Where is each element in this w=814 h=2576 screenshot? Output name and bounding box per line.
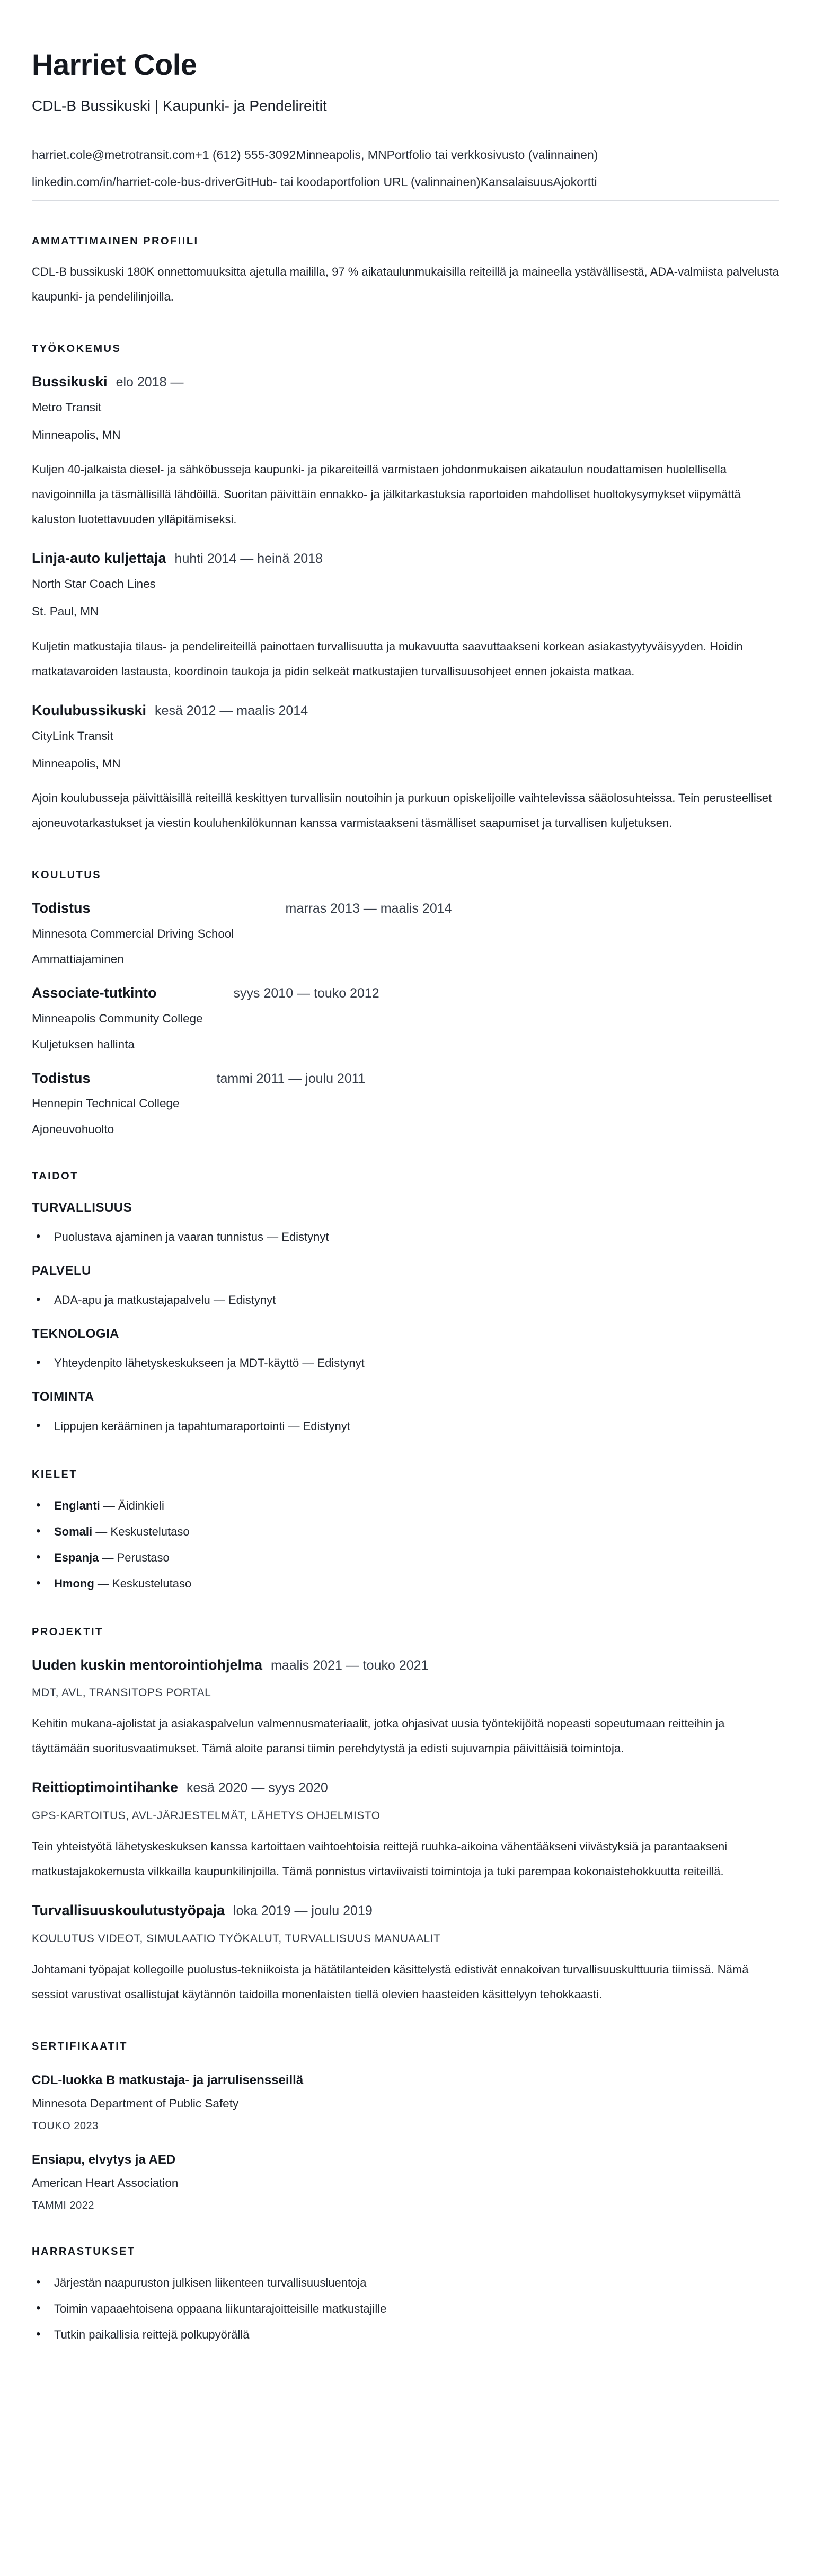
education-title-row (32, 1070, 779, 1088)
hobby-list (32, 2274, 779, 2343)
section-skills (32, 1170, 779, 1435)
project-tech: MDT, AVL, TRANSITOPS PORTAL (32, 1687, 211, 1699)
job-description: Ajoin koulubusseja päivittäisillä reiteillä keskittyen turvallisiin noutoihin ja purkuun opiskelijoille vaihtelevissa sääolosuhteissa. Tein perusteelliset ajoneuvotarkastukset ja viestin kouluhenkilökunnan kanssa varmistaakseni täsmälliset saapumiset ja turvallisen kuljetuksen. (32, 791, 772, 830)
section-certifications (32, 2041, 779, 2212)
certification-date: TOUKO 2023 (32, 2120, 99, 2132)
job-date: elo 2018 — (116, 374, 184, 390)
contact-line-1: harriet.cole@metrotransit.com+1 (612) 555-3092Minneapolis, MNPortfolio tai verkkosivusto (valinnainen) (32, 147, 598, 162)
skill-group (32, 1201, 779, 1246)
project-date: kesä 2020 — syys 2020 (187, 1780, 328, 1796)
language-separator: — (95, 1524, 108, 1538)
job-title-row (32, 702, 779, 720)
language-item (32, 1497, 779, 1514)
skill-group-name: PALVELU (32, 1263, 91, 1278)
project-description: Johtamani työpajat kollegoille puolustus-tekniikoista ja hätätilanteiden käsittelystä edistivät ennakoivan turvallisuuskulttuuria tiimissä. Nämä sessiot varustivat osallistujat käytännön taidoilla monenlaisten tiellä olevien haasteiden käsittelyyn tehokkaasti. (32, 1962, 749, 2001)
education-date: marras 2013 — maalis 2014 (285, 901, 452, 916)
section-languages (32, 1469, 779, 1592)
project-title: Uuden kuskin mentorointiohjelma (32, 1656, 263, 1673)
language-level: Keskustelutaso (110, 1524, 190, 1538)
project-date: loka 2019 — joulu 2019 (233, 1903, 373, 1919)
job-title: Linja-auto kuljettaja (32, 550, 166, 567)
project-description: Tein yhteistyötä lähetyskeskuksen kanssa kartoittaen vaihtoehtoisia reittejä ruuhka-aikoina vähentääkseni viivästyksiä ja parantaakseni matkustajakokemusta vilkkailla kaupunkilinjoilla. Tämä ponnistus virtaviivaisti toimintoja ja tuki parempaa kokonaistehokkuutta reiteillä. (32, 1840, 728, 1878)
project-title: Turvallisuuskoulutustyöpaja (32, 1902, 225, 1919)
section-experience (32, 343, 779, 836)
job-date: huhti 2014 — heinä 2018 (174, 551, 323, 567)
skill-list (32, 1228, 779, 1246)
job-date: kesä 2012 — maalis 2014 (155, 703, 308, 718)
job-title-row (32, 373, 779, 391)
education-school: Hennepin Technical College (32, 1097, 180, 1110)
person-title: CDL-B Bussikuski | Kaupunki- ja Pendelireitit (32, 98, 327, 114)
job-description: Kuljen 40-jalkaista diesel- ja sähköbusseja kaupunki- ja pikareiteillä varmistaen johdonmukaisen aikataulun noudattamisen huolellisella navigoinnilla ja täsmällisillä lähdöillä. Suoritan päivittäin ennakko- ja jälkitarkastuksia raportoiden mahdolliset huoltokysymykset viipymättä kaluston luotettavuuden ylläpitämiseksi. (32, 463, 741, 526)
skill-list (32, 1291, 779, 1309)
person-name: Harriet Cole (32, 48, 197, 81)
section-education (32, 869, 779, 1136)
languages-heading: KIELET (32, 1468, 78, 1480)
section-hobbies (32, 2246, 779, 2343)
skills-heading: TAIDOT (32, 1170, 78, 1182)
education-date: tammi 2011 — joulu 2011 (216, 1071, 366, 1086)
job-company: Metro Transit (32, 400, 102, 414)
education-entry (32, 1070, 779, 1136)
language-separator: — (97, 1576, 109, 1590)
skill-group-name: TURVALLISUUS (32, 1200, 132, 1215)
job-company: CityLink Transit (32, 729, 113, 743)
certification-date: TAMMI 2022 (32, 2200, 94, 2212)
education-field: Ammattiajaminen (32, 952, 124, 966)
project-tech: KOULUTUS VIDEOT, SIMULAATIO TYÖKALUT, TURVALLISUUS MANUAALIT (32, 1932, 441, 1945)
skill-list (32, 1417, 779, 1435)
job-title: Koulubussikuski (32, 702, 147, 718)
education-entry (32, 984, 779, 1051)
language-name: Englanti (54, 1498, 100, 1512)
hobbies-heading: HARRASTUKSET (32, 2246, 136, 2258)
job-description: Kuljetin matkustajia tilaus- ja pendelireiteillä painottaen turvallisuutta ja mukavuutta saavuttaakseni korkean asiakastyytyväisyyden. Hoidin matkatavaroiden lastausta, koordinoin taukoja ja pidin selkeät matkustajien turvallisuusohjeet ennen jokaista matkaa. (32, 639, 743, 678)
education-school: Minnesota Commercial Driving School (32, 927, 234, 941)
education-title-row (32, 984, 779, 1002)
resume-header (32, 48, 779, 201)
projects-heading: PROJEKTIT (32, 1626, 103, 1638)
hobby-item: • Toimin vapaaehtoisena oppaana liikuntarajoitteisille matkustajille (32, 2300, 779, 2317)
education-school: Minneapolis Community College (32, 1012, 203, 1026)
hobby-item: • Tutkin paikallisia reittejä polkupyörällä (32, 2326, 779, 2343)
project-entry (32, 1779, 779, 1884)
education-title-row (32, 899, 779, 918)
language-item (32, 1523, 779, 1540)
header-divider (32, 200, 779, 201)
contact-line-2: linkedin.com/in/harriet-cole-bus-driverGitHub- tai koodaportfolion URL (valinnainen)KansalaisuusAjokortti (32, 175, 597, 189)
language-list (32, 1497, 779, 1592)
job-entry (32, 373, 779, 532)
hobby-item: • Järjestän naapuruston julkisen liikenteen turvallisuusluentoja (32, 2274, 779, 2291)
skill-group-name: TOIMINTA (32, 1389, 94, 1404)
education-degree: Todistus (32, 900, 91, 916)
certification-entry (32, 2072, 779, 2132)
language-name: Hmong (54, 1576, 94, 1590)
language-item (32, 1549, 779, 1566)
project-date: maalis 2021 — touko 2021 (271, 1657, 429, 1673)
certification-org: Minnesota Department of Public Safety (32, 2097, 239, 2111)
certification-org: American Heart Association (32, 2176, 179, 2190)
language-separator: — (102, 1550, 114, 1564)
certification-title: CDL-luokka B matkustaja- ja jarrulisensseillä (32, 2072, 304, 2087)
skill-item: • Yhteydenpito lähetyskeskukseen ja MDT-käyttö — Edistynyt (32, 1354, 779, 1372)
education-degree: Associate-tutkinto (32, 985, 157, 1001)
skill-item: • Lippujen kerääminen ja tapahtumaraportointi — Edistynyt (32, 1417, 779, 1435)
certification-title: Ensiapu, elvytys ja AED (32, 2152, 176, 2167)
language-item (32, 1575, 779, 1592)
education-degree: Todistus (32, 1070, 91, 1086)
language-level: Äidinkieli (118, 1498, 164, 1512)
skill-group-name: TEKNOLOGIA (32, 1326, 119, 1341)
education-heading: KOULUTUS (32, 869, 102, 881)
skill-list (32, 1354, 779, 1372)
skill-group (32, 1264, 779, 1309)
certifications-heading: SERTIFIKAATIT (32, 2040, 128, 2052)
education-field: Ajoneuvohuolto (32, 1122, 114, 1136)
language-separator: — (103, 1498, 115, 1512)
skill-group (32, 1390, 779, 1435)
skill-item: • ADA-apu ja matkustajapalvelu — Edistynyt (32, 1291, 779, 1309)
project-entry (32, 1656, 779, 1761)
skill-item: • Puolustava ajaminen ja vaaran tunnistus — Edistynyt (32, 1228, 779, 1246)
project-title-row (32, 1779, 779, 1797)
job-entry (32, 550, 779, 684)
project-description: Kehitin mukana-ajolistat ja asiakaspalvelun valmennusmateriaalit, jotka ohjasivat uusia työntekijöitä nopeasti sopeutumaan reitteihin ja täyttämään suoritusvaatimukset. Tämä aloite paransi tiimin perehdytystä ja edisti sujuvampia päivittäisiä toimintoja. (32, 1717, 725, 1755)
profile-text: CDL-B bussikuski 180K onnettomuuksitta ajetulla maililla, 97 % aikataulunmukaisilla reiteillä ja maineella ystävällisestä, ADA-valmiista palvelusta kaupunki- ja pendelilinjoilla. (32, 264, 779, 303)
education-date: syys 2010 — touko 2012 (233, 986, 379, 1001)
certification-entry (32, 2151, 779, 2212)
project-tech: GPS-KARTOITUS, AVL-JÄRJESTELMÄT, LÄHETYS OHJELMISTO (32, 1810, 381, 1822)
job-title: Bussikuski (32, 373, 108, 390)
project-title-row (32, 1902, 779, 1920)
job-company: North Star Coach Lines (32, 577, 156, 591)
education-entry (32, 899, 779, 966)
language-level: Keskustelutaso (112, 1576, 192, 1590)
project-title-row (32, 1656, 779, 1674)
experience-heading: TYÖKOKEMUS (32, 342, 121, 355)
language-level: Perustaso (117, 1550, 170, 1564)
language-name: Somali (54, 1524, 93, 1538)
job-title-row (32, 550, 779, 568)
job-location: Minneapolis, MN (32, 428, 121, 442)
language-name: Espanja (54, 1550, 99, 1564)
education-field: Kuljetuksen hallinta (32, 1037, 135, 1051)
skill-group (32, 1327, 779, 1372)
section-projects (32, 1626, 779, 2007)
job-location: Minneapolis, MN (32, 756, 121, 770)
section-profile (32, 235, 779, 309)
project-title: Reittioptimointihanke (32, 1779, 178, 1796)
project-entry (32, 1902, 779, 2007)
job-location: St. Paul, MN (32, 605, 99, 619)
profile-heading: AMMATTIMAINEN PROFIILI (32, 235, 199, 247)
job-entry (32, 702, 779, 836)
